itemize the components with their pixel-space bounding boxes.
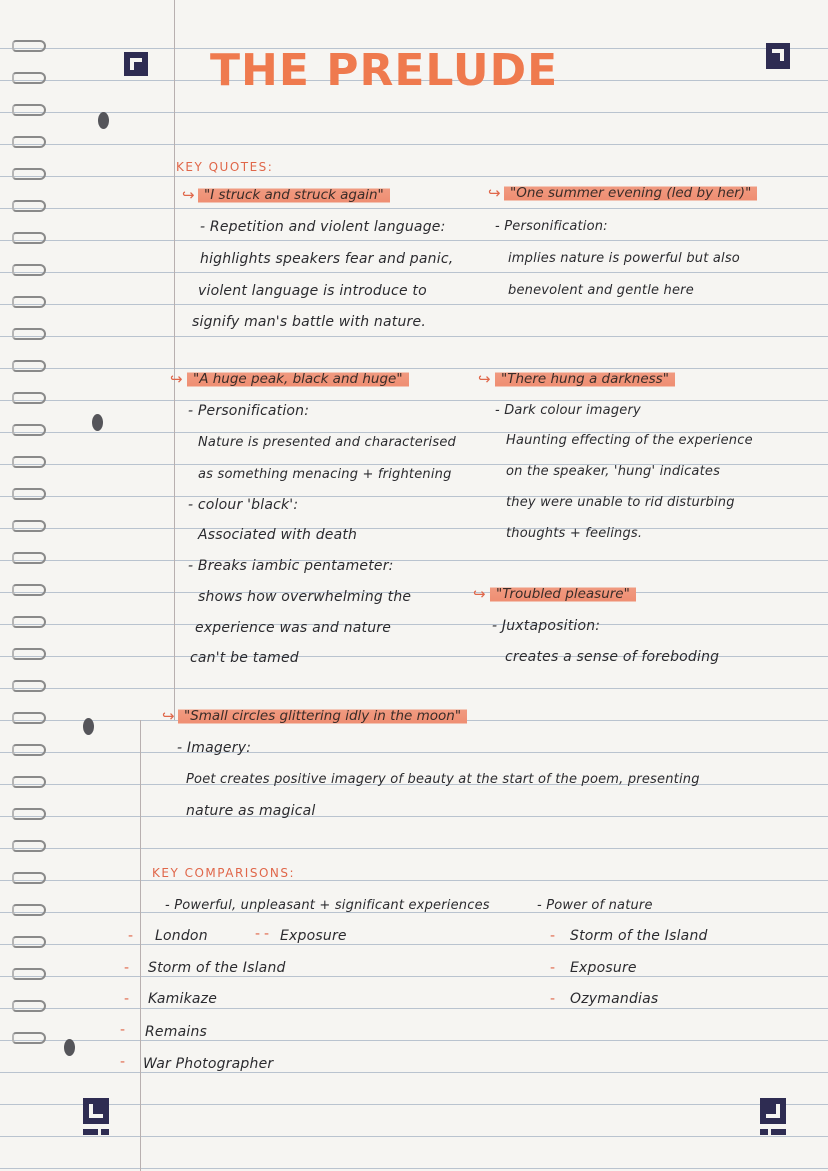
bullet-dash: - — [264, 926, 270, 942]
bullet-dash: - — [255, 926, 261, 942]
spiral-coil — [12, 456, 46, 468]
spiral-coil — [12, 1032, 46, 1044]
spiral-coil — [12, 296, 46, 308]
bullet-dash: - — [120, 1054, 126, 1070]
annotation-line: - Imagery: — [177, 740, 252, 756]
comparison-poem: Exposure — [280, 928, 347, 944]
spiral-coil — [12, 936, 46, 948]
bullet-dash: - — [550, 928, 556, 944]
quote-highlight: "I struck and struck again" — [198, 186, 390, 205]
spiral-coil — [12, 264, 46, 276]
annotation-line: - Repetition and violent language: — [200, 219, 446, 235]
spiral-coil — [12, 872, 46, 884]
page-marker-icon — [760, 1098, 786, 1138]
spiral-coil — [12, 712, 46, 724]
page-marker-icon — [83, 1098, 109, 1138]
spiral-coil — [12, 584, 46, 596]
quote-highlight: "Troubled pleasure" — [490, 585, 636, 604]
spiral-binding-icon — [4, 40, 50, 1060]
quote-highlight: "A huge peak, black and huge" — [187, 370, 409, 389]
spiral-coil — [12, 72, 46, 84]
bullet-dash: - — [128, 928, 134, 944]
annotation-line: experience was and nature — [195, 620, 392, 636]
arrow-icon: ↪ — [478, 370, 491, 388]
arrow-icon: ↪ — [488, 184, 501, 202]
spiral-coil — [12, 392, 46, 404]
annotation-line: nature as magical — [186, 803, 316, 819]
comparison-theme-nature: - Power of nature — [537, 898, 653, 913]
annotation-line: - Dark colour imagery — [495, 403, 641, 418]
annotation-line: - Personification: — [188, 403, 310, 419]
annotation-line: highlights speakers fear and panic, — [200, 251, 454, 267]
spiral-coil — [12, 168, 46, 180]
page-title: THE PRELUDE — [210, 45, 559, 96]
annotation-line: can't be tamed — [190, 650, 299, 666]
spiral-coil — [12, 360, 46, 372]
annotation-line: Nature is presented and characterised — [198, 435, 456, 450]
spiral-coil — [12, 680, 46, 692]
arrow-icon: ↪ — [473, 585, 486, 603]
comparison-poem: London — [155, 928, 208, 944]
spiral-coil — [12, 904, 46, 916]
spiral-coil — [12, 808, 46, 820]
key-quotes-heading: KEY QUOTES: — [176, 160, 274, 174]
annotation-line: - Juxtaposition: — [492, 618, 601, 634]
spiral-coil — [12, 424, 46, 436]
comparison-poem: Remains — [145, 1024, 208, 1040]
comparison-poem: Storm of the Island — [570, 928, 708, 944]
comparison-theme: - Powerful, unpleasant + significant experiences — [165, 898, 490, 913]
spiral-coil — [12, 776, 46, 788]
spiral-coil — [12, 488, 46, 500]
margin-line — [174, 0, 175, 720]
arrow-icon: ↪ — [170, 370, 183, 388]
hole-punch-icon — [64, 1039, 75, 1056]
hole-punch-icon — [98, 112, 109, 129]
annotation-line: - colour 'black': — [188, 497, 299, 513]
annotation-line: signify man's battle with nature. — [192, 314, 426, 330]
comparison-poem: Kamikaze — [148, 991, 218, 1007]
spiral-coil — [12, 40, 46, 52]
spiral-coil — [12, 232, 46, 244]
spiral-coil — [12, 136, 46, 148]
spiral-coil — [12, 648, 46, 660]
bullet-dash: - — [120, 1022, 126, 1038]
spiral-coil — [12, 616, 46, 628]
quote-highlight: "Small circles glittering idly in the moon" — [178, 707, 467, 726]
annotation-line: - Personification: — [495, 219, 608, 234]
spiral-coil — [12, 200, 46, 212]
spiral-coil — [12, 744, 46, 756]
bullet-dash: - — [124, 960, 130, 976]
comparison-poem: Ozymandias — [570, 991, 659, 1007]
annotation-line: shows how overwhelming the — [198, 589, 412, 605]
spiral-coil — [12, 552, 46, 564]
spiral-coil — [12, 520, 46, 532]
annotation-line: on the speaker, 'hung' indicates — [506, 464, 721, 479]
spiral-coil — [12, 1000, 46, 1012]
comparison-poem: War Photographer — [143, 1056, 274, 1072]
annotation-line: thoughts + feelings. — [506, 526, 643, 541]
hole-punch-icon — [92, 414, 103, 431]
annotation-line: violent language is introduce to — [198, 283, 427, 299]
margin-line-lower — [140, 720, 141, 1171]
annotation-line: as something menacing + frightening — [198, 467, 452, 482]
spiral-coil — [12, 104, 46, 116]
comparison-poem: Exposure — [570, 960, 637, 976]
bullet-dash: - — [550, 991, 556, 1007]
arrow-icon: ↪ — [182, 186, 195, 204]
annotation-line: Haunting effecting of the experience — [506, 433, 753, 448]
spiral-coil — [12, 840, 46, 852]
key-comparisons-heading: KEY COMPARISONS: — [152, 866, 296, 880]
annotation-line: they were unable to rid disturbing — [506, 495, 735, 510]
hole-punch-icon — [83, 718, 94, 735]
annotation-line: - Breaks iambic pentameter: — [188, 558, 394, 574]
annotation-line: creates a sense of foreboding — [505, 649, 720, 665]
corner-bracket-icon — [124, 52, 148, 76]
annotation-line: Associated with death — [198, 527, 358, 543]
bullet-dash: - — [124, 991, 130, 1007]
annotation-line: implies nature is powerful but also — [508, 251, 740, 266]
spiral-coil — [12, 328, 46, 340]
bullet-dash: - — [550, 960, 556, 976]
quote-highlight: "One summer evening (led by her)" — [504, 184, 757, 203]
spiral-coil — [12, 968, 46, 980]
corner-bracket-icon — [766, 43, 790, 69]
annotation-line: benevolent and gentle here — [508, 283, 694, 298]
quote-highlight: "There hung a darkness" — [495, 370, 675, 389]
arrow-icon: ↪ — [162, 707, 175, 725]
annotation-line: Poet creates positive imagery of beauty at the start of the poem, presenting — [186, 772, 700, 787]
comparison-poem: Storm of the Island — [148, 960, 286, 976]
